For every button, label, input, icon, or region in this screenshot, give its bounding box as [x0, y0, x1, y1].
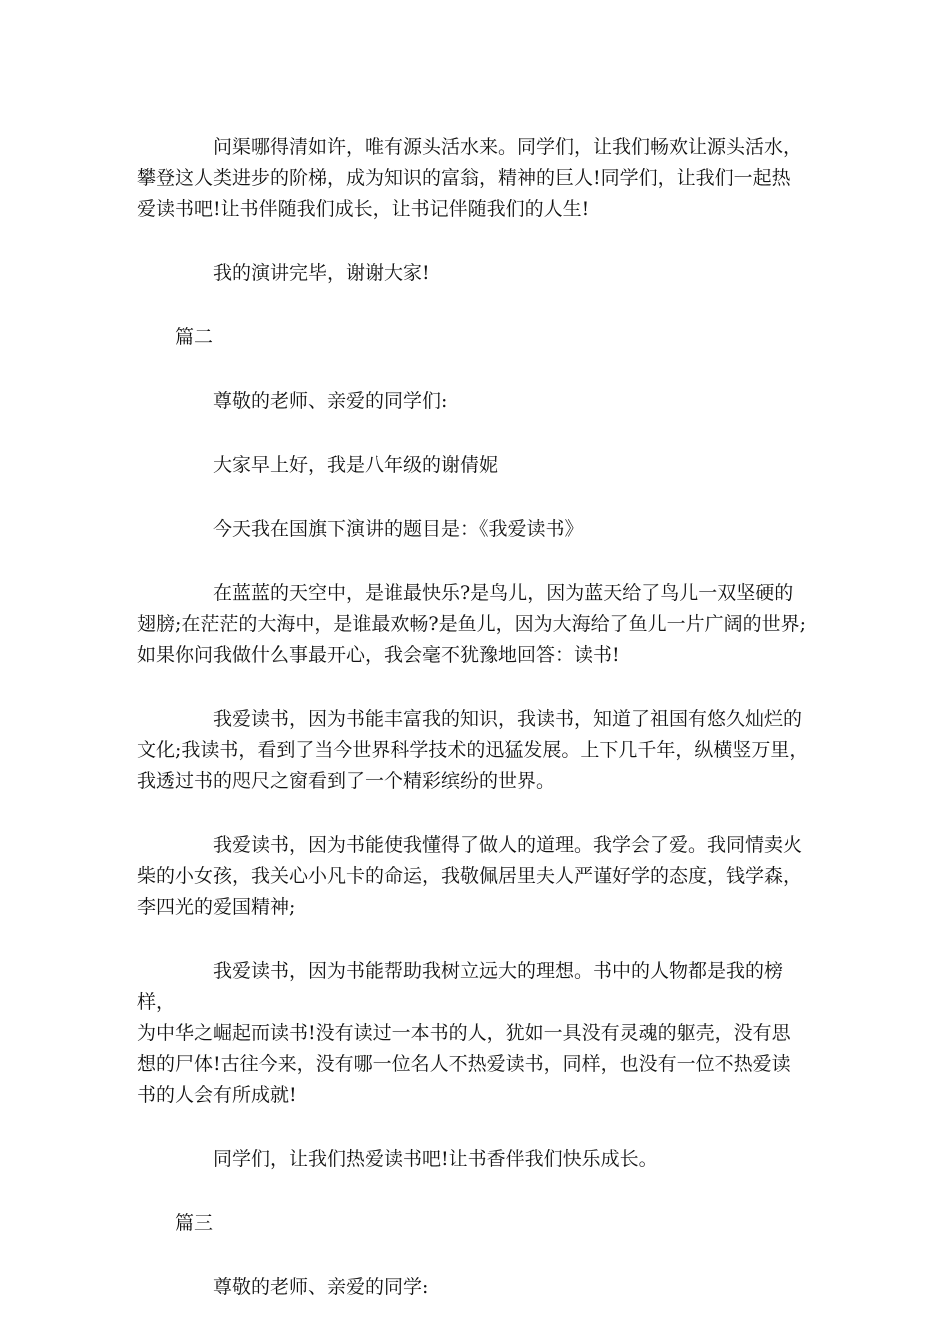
paragraph-ideals: 我爱读书，因为书能帮助我树立远大的理想。书中的人物都是我的榜样， 为中华之崛起而读书!没有读过一本书的人，犹如一具没有灵魂的躯壳，没有思 想的尸体!古往今来，没有哪一位名人不热爱读书，同样，也没有一位不热爱读 书的人会有所成就!	[137, 960, 791, 1106]
section-heading-part-three: 篇三	[175, 1212, 214, 1234]
paragraph-morals: 我爱读书，因为书能使我懂得了做人的道理。我学会了爱。我同情卖火 柴的小女孩，我关心小凡卡的命运，我敬佩居里夫人严谨好学的态度，钱学森， 李四光的爱国精神;	[137, 834, 803, 918]
paragraph-salutation-part-three: 尊敬的老师、亲爱的同学:	[213, 1276, 429, 1298]
paragraph-sky-and-sea: 在蓝蓝的天空中，是谁最快乐?是鸟儿，因为蓝天给了鸟儿一双坚硬的 翅膀;在茫茫的大海中，是谁最欢畅?是鱼儿，因为大海给了鱼儿一片广阔的世界; 如果你问我做什么事最开心，我会毫不犹豫地回答：读书!	[137, 582, 806, 666]
paragraph-topic: 今天我在国旗下演讲的题目是：《我爱读书》	[213, 518, 584, 540]
paragraph-speech-end: 我的演讲完毕，谢谢大家!	[213, 262, 430, 284]
paragraph-knowledge: 我爱读书，因为书能丰富我的知识，我读书，知道了祖国有悠久灿烂的 文化;我读书，看到了当今世界科学技术的迅猛发展。上下几千年，纵横竖万里， 我透过书的咫尺之窗看到了一个精彩缤纷的世界。	[137, 708, 809, 792]
paragraph-closing-quote: 问渠哪得清如许，唯有源头活水来。同学们，让我们畅欢让源头活水， 攀登这人类进步的阶梯，成为知识的富翁，精神的巨人!同学们，让我们一起热 爱读书吧!让书伴随我们成长，让书记伴随我们的人生!	[137, 136, 803, 220]
section-heading-part-two: 篇二	[175, 326, 214, 348]
paragraph-conclusion: 同学们，让我们热爱读书吧!让书香伴我们快乐成长。	[213, 1148, 658, 1170]
document-body	[137, 132, 817, 1303]
paragraph-greeting: 大家早上好，我是八年级的谢倩妮	[213, 454, 499, 476]
paragraph-salutation: 尊敬的老师、亲爱的同学们:	[213, 390, 448, 412]
